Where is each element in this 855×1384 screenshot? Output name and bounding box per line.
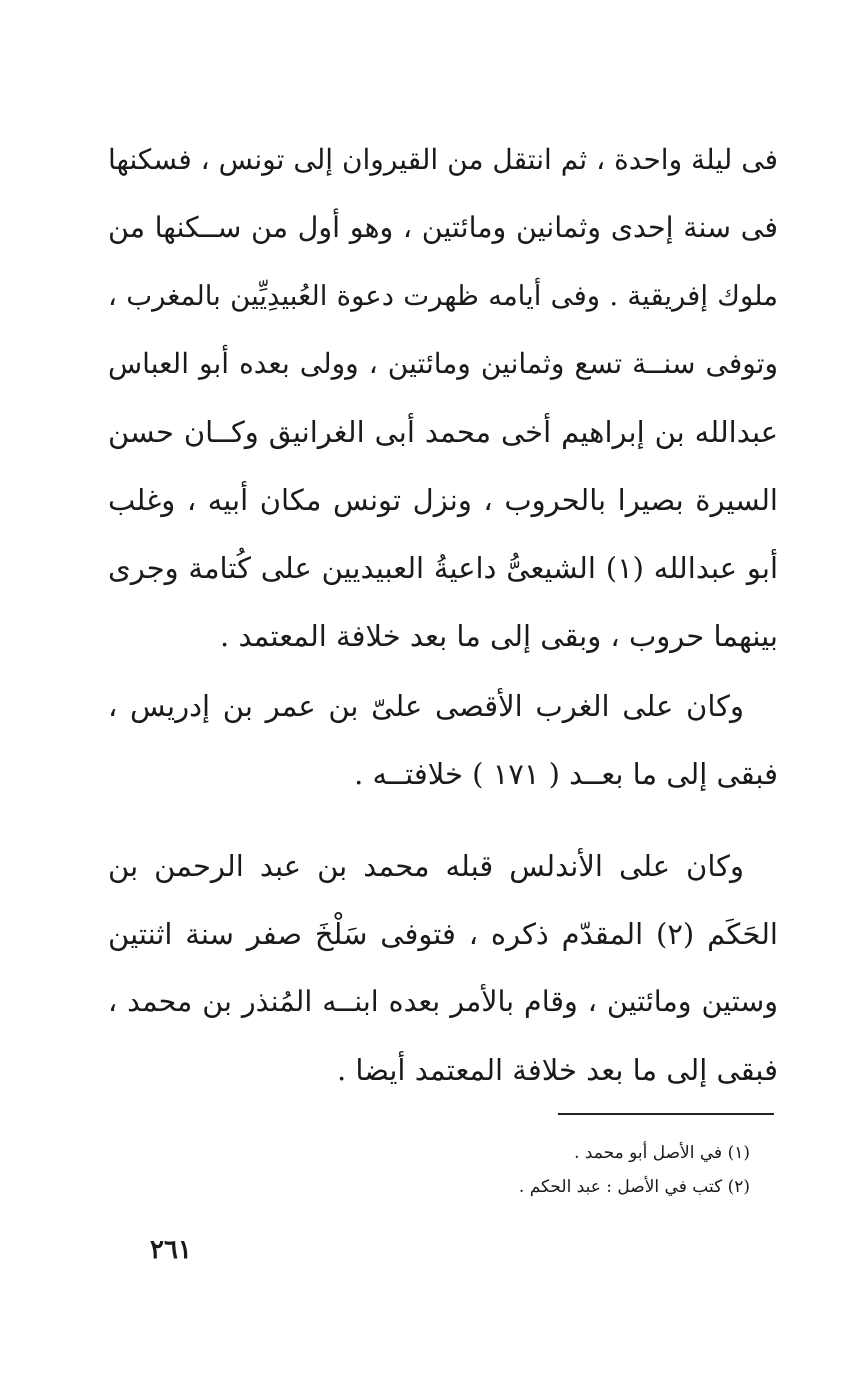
paragraph-2 [108, 672, 778, 808]
text-line: السيرة بصيرا بالحروب ، ونزل تونس مكان أبيه ، وغلب [108, 483, 778, 517]
footnotes [300, 1136, 750, 1204]
text-line: فى ليلة واحدة ، ثم انتقل من القيروان إلى تونس ، فسكنها [108, 143, 778, 176]
footnote-2: (٢) كتب في الأصل : عبد الحكم . [518, 1177, 750, 1197]
text-line: أبو عبدالله (١) الشيعىُّ داعيةُ العبيديين على كُتامة وجرى [108, 551, 778, 585]
text-line: وستين ومائتين ، وقام بالأمر بعده ابنــه المُنذر بن محمد ، [108, 985, 778, 1018]
paragraph-3 [108, 832, 778, 1104]
text-line: وتوفى سنــة تسع وثمانين ومائتين ، وولى بعده أبو العباس [108, 347, 778, 380]
text-line: وكان على الأندلس قبله محمد بن عبد الرحمن بن [108, 849, 744, 883]
text-line: وكان على الغرب الأقصى علىّ بن عمر بن إدريس ، [108, 689, 744, 723]
text-line: فبقى إلى ما بعــد ( ١٧١ ) خلافتــه . [354, 757, 778, 791]
text-line: الحَكَم (٢) المقدّم ذكره ، فتوفى سَلْخَ صفر سنة اثنتين [108, 917, 778, 951]
page-number: ٢٦١ [150, 1235, 192, 1265]
text-line: ملوك إفريقية . وفى أيامه ظهرت دعوة العُبيدِيِّين بالمغرب ، [108, 280, 778, 312]
text-line: فبقى إلى ما بعد خلافة المعتمد أيضا . [336, 1053, 778, 1087]
footnote-divider [558, 1113, 774, 1115]
paragraph-1 [108, 126, 778, 670]
text-line: فى سنة إحدى وثمانين ومائتين ، وهو أول من ســكنها من [108, 211, 778, 244]
text-line: بينهما حروب ، وبقى إلى ما بعد خلافة المعتمد . [220, 619, 778, 653]
footnote-1: (١) في الأصل أبو محمد . [574, 1143, 750, 1163]
text-line: عبدالله بن إبراهيم أخى محمد أبى الغرانيق وكــان حسن [108, 415, 778, 449]
